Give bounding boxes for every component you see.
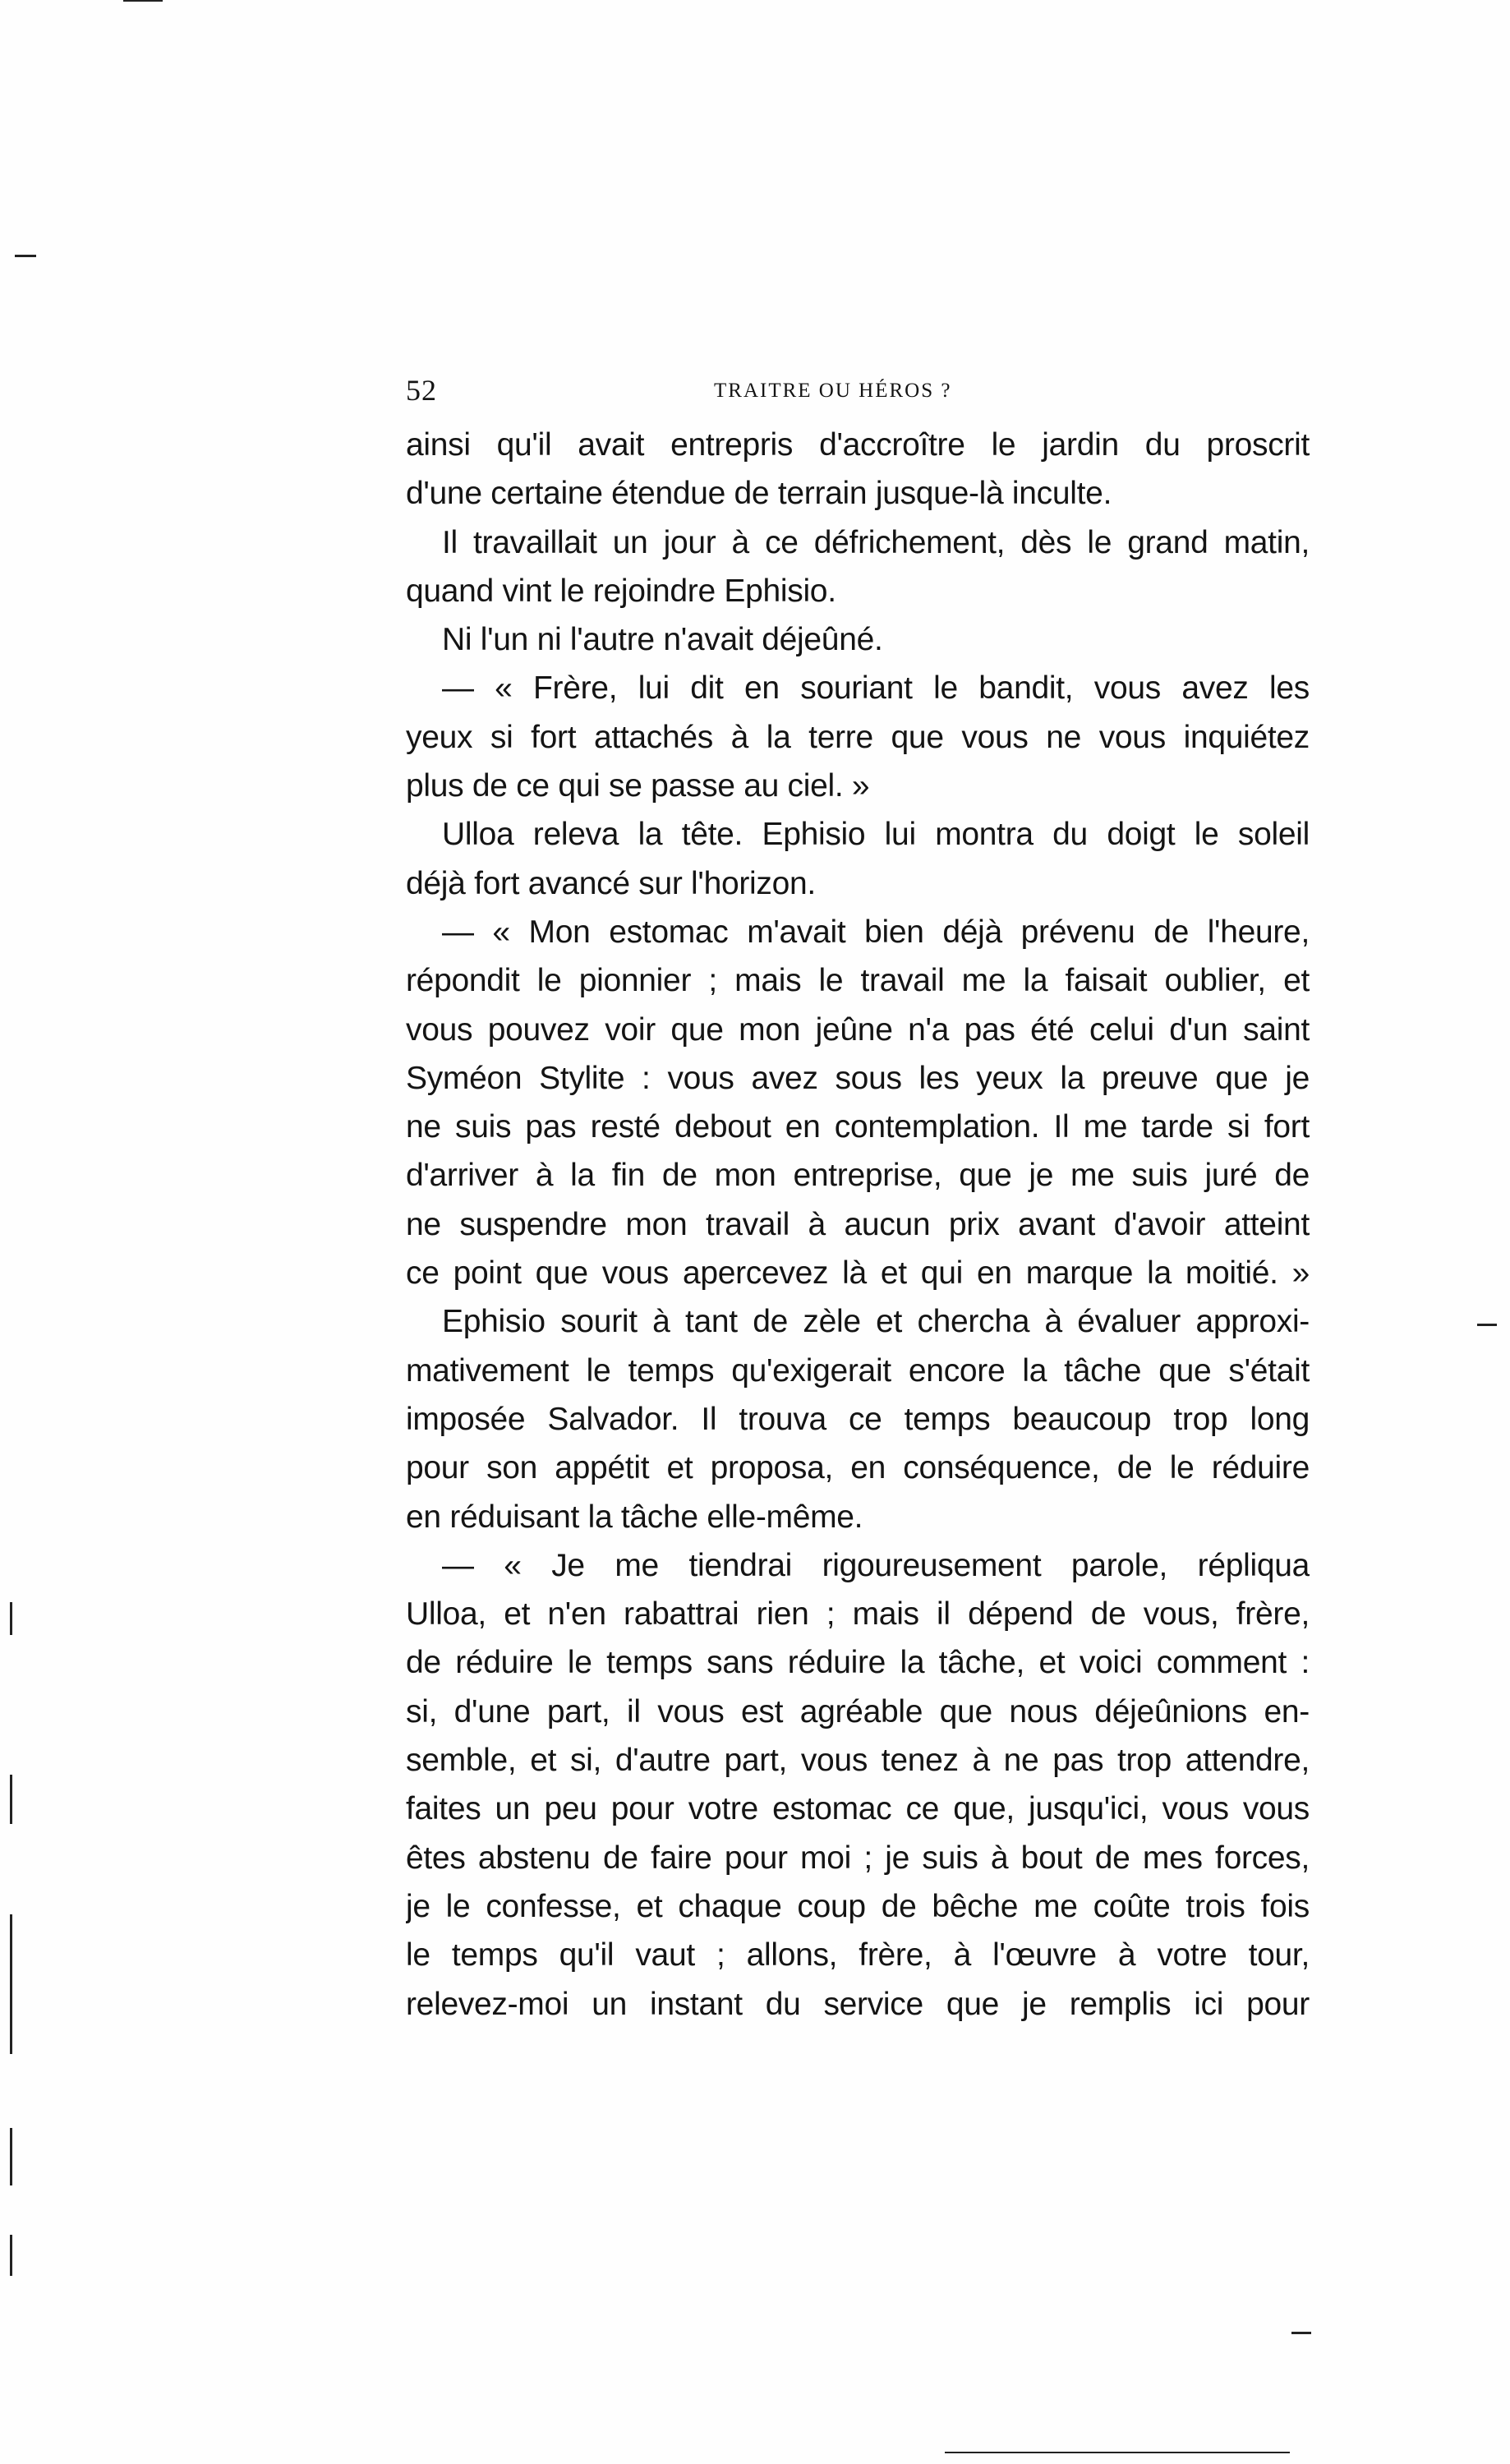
text-line: yeux si fort attachés à la terre que vous ne vous inquiétez: [406, 719, 1310, 755]
text-line: — « Frère, lui dit en souriant le bandit, vous avez les: [442, 670, 1310, 707]
text-line: ce point que vous apercevez là et qui en marque la moitié. »: [406, 1255, 1310, 1292]
text-line: si, d'une part, il vous est agréable que nous déjeûnions en-: [406, 1693, 1310, 1729]
text-line: vous pouvez voir que mon jeûne n'a pas été celui d'un saint: [406, 1011, 1310, 1048]
scan-mark: [10, 1775, 12, 1824]
text-line: Ulloa releva la tête. Ephisio lui montra du doigt le soleil: [442, 817, 1310, 853]
scan-mark: [945, 2452, 1290, 2453]
text-line: — « Mon estomac m'avait bien déjà prévenu de l'heure,: [442, 914, 1310, 950]
text-line: semble, et si, d'autre part, vous tenez à ne pas trop attendre,: [406, 1743, 1310, 1779]
text-line: Ephisio sourit à tant de zèle et chercha à évaluer approxi-: [442, 1304, 1310, 1340]
text-line: Il travaillait un jour à ce défrichement, dès le grand matin,: [442, 524, 1310, 560]
scan-mark: [15, 255, 36, 257]
text-line: de réduire le temps sans réduire la tâche, et voici comment :: [406, 1645, 1310, 1681]
page-header: [406, 370, 1310, 419]
text-line: mativement le temps qu'exigerait encore la tâche que s'était: [406, 1352, 1310, 1389]
scan-mark: [10, 1914, 12, 2054]
scan-mark: [123, 0, 163, 2]
text-line: déjà fort avancé sur l'horizon.: [406, 865, 816, 901]
text-line: relevez-moi un instant du service que je remplis ici pour: [406, 1986, 1310, 2022]
text-line: je le confesse, et chaque coup de bêche me coûte trois fois: [406, 1888, 1310, 1924]
text-line: ne suspendre mon travail à aucun prix avant d'avoir atteint: [406, 1206, 1310, 1242]
scan-mark: [10, 2235, 12, 2276]
text-line: ainsi qu'il avait entrepris d'accroître le jardin du proscrit: [406, 427, 1310, 463]
text-line: le temps qu'il vaut ; allons, frère, à l'œuvre à votre tour,: [406, 1937, 1310, 1974]
text-line: pour son appétit et proposa, en conséquence, de le réduire: [406, 1450, 1310, 1486]
text-line: — « Je me tiendrai rigoureusement parole, répliqua: [442, 1547, 1310, 1583]
text-line: Ulloa, et n'en rabattrai rien ; mais il dépend de vous, frère,: [406, 1596, 1310, 1633]
scan-mark: [1477, 1324, 1497, 1326]
text-line: êtes abstenu de faire pour moi ; je suis à bout de mes forces,: [406, 1840, 1310, 1876]
text-line: Ni l'un ni l'autre n'avait déjeûné.: [442, 622, 883, 658]
scan-mark: [10, 2128, 12, 2185]
running-title: TRAITRE OU HÉROS ?: [714, 380, 952, 402]
text-line: imposée Salvador. Il trouva ce temps beaucoup trop long: [406, 1401, 1310, 1437]
text-line: d'arriver à la fin de mon entreprise, que je me suis juré de: [406, 1158, 1310, 1194]
text-line: en réduisant la tâche elle-même.: [406, 1499, 863, 1535]
text-line: quand vint le rejoindre Ephisio.: [406, 573, 836, 609]
text-line: Syméon Stylite : vous avez sous les yeux la preuve que je: [406, 1060, 1310, 1096]
text-line: d'une certaine étendue de terrain jusque-là inculte.: [406, 476, 1112, 512]
body-text: [406, 421, 1310, 2029]
text-line: répondit le pionnier ; mais le travail me la faisait oublier, et: [406, 963, 1310, 999]
page-number: 52: [406, 374, 437, 407]
text-line: ne suis pas resté debout en contemplation. Il me tarde si fort: [406, 1109, 1310, 1145]
scan-mark: [10, 1602, 12, 1635]
scan-mark: [1291, 2332, 1311, 2334]
text-line: plus de ce qui se passe au ciel. »: [406, 768, 870, 804]
text-line: faites un peu pour votre estomac ce que, jusqu'ici, vous vous: [406, 1791, 1310, 1827]
